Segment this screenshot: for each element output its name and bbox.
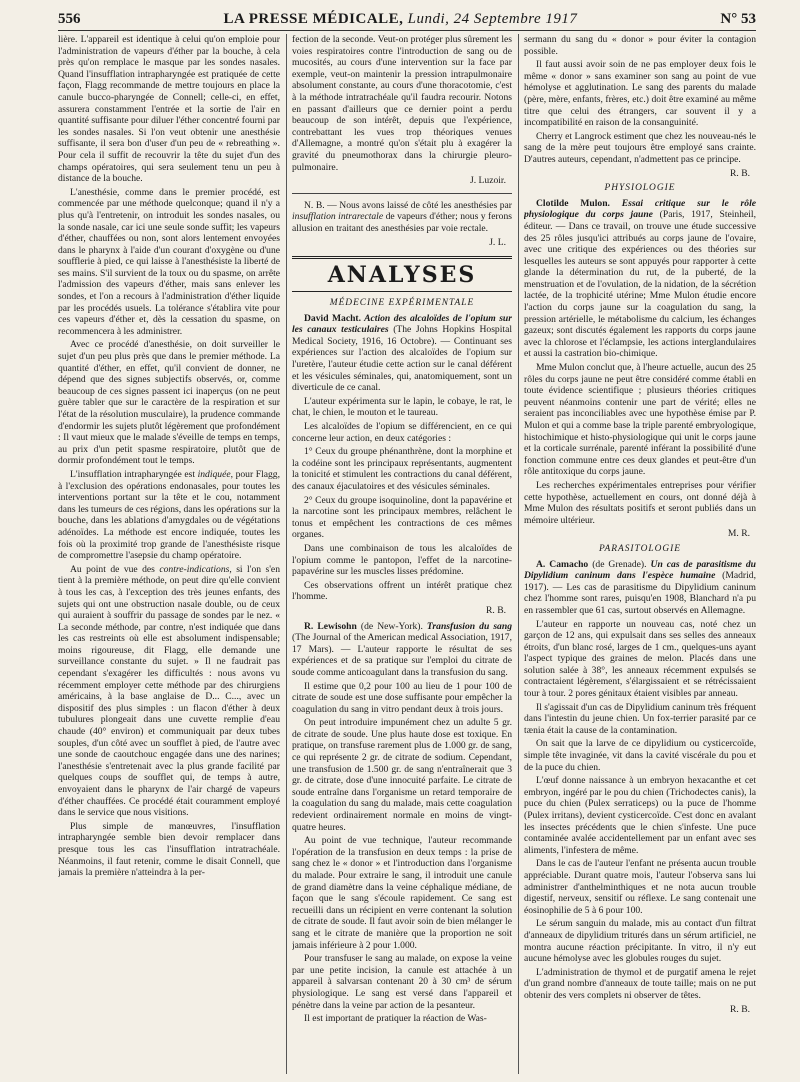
- subsection-heading: MÉDECINE EXPÉRIMENTALE: [329, 298, 475, 309]
- paragraph: Avec ce procédé d'anesthésie, on doit surveiller le sujet d'un peu plus près que dans le premier méthode. La quantité d'éther, en effet, qu'il convient de donner, ne dépend que des signes subjectifs observés, or, comme beaucoup de ces signes passent ici inaperçus (on ne peut guère tabler que sur le caractère de la respiration et sur l'état de la résolution musculaire), la prudence commande d'endormir les sujets plutôt légèrement que profondément : Il vaut mieux que le malade s'éveille de temps en temps, au prix d'un petit spasme respiratoire, plutôt que de dormir profondément tout le temps.: [58, 339, 280, 467]
- text-run: , pour Flagg, à l'exclusion des opérations endonasales, pour toutes les interventions portant sur la tête et le cou, notamment dans les tumeurs de ces régions, dans les opérations sur la bouche, dans les ablations d'amygdales ou de végétations adénoïdes. La méthode est encore indiquée, toutes les fois où la proximité trop grande de l'anesthésiste risque de compromettre l'asepsie du champ opératoire.: [58, 468, 280, 562]
- paragraph: L'auteur en rapporte un nouveau cas, noté chez un garçon de 12 ans, qui expulsait dans ses selles des anneaux étroits, d'un blanc rosé, larges de 1 cm., quelques-uns ayant l'aspect typique des graines de melon. Placés dans une solution salée à 38°, les anneaux récemment expulsés se contractaient légèrement, s'élargissaient et se rétrécissaient tour à tour. 2 pores génitaux étaient visibles par anneau.: [524, 618, 756, 700]
- signature: R. B.: [730, 1003, 750, 1015]
- column-2: [292, 34, 512, 1074]
- paragraph: Mme Mulon conclut que, à l'heure actuelle, aucun des 25 rôles du corps jaune ne peut être considéré comme établi en toute évidence scientifique ; plusieurs théories critiques peuvent néanmoins contenir une part de vérité; elles ne seraient pas inconciliables avec une hypothèse émise par P. Mulon et qui a comme base la triple parenté embryologique, histochimique et histo-physiologique qui unit le corps jaune et la corticale surrénale, parenté inférant la possibilité d'une fonction commune entre ces deux glandes et peut-être d'un rôle antitoxique du corps jaune.: [524, 362, 756, 478]
- paragraph: Cherry et Langrock estiment que chez les nouveau-nés le sang de la mère peut toujours être employé sans crainte. D'autres auteurs, cependant, n'admettent pas ce principe.: [524, 130, 756, 165]
- text-run: (Paris, 1917, Steinheil, éditeur. — Dans ce travail, on trouve une étude successive des 25 rôles jusqu'ici attribués au corps jaune de l'ovaire, avec une critique des expériences ou des théories sur lesquelles les auteurs se sont appuyés pour rapporter à cette glande la détermination du rut, de la puberté, de la menstruation et de l'ovulation, de la nidation, de la sécrétion lactée, de la trophicité utérine; Mme Mulon étudie encore l'action du corps jaune sur la coagulation du sang, la pression artérielle, le métabolisme du calcium, les échanges gazeux; sont discutés également les rapports du corps jaune avec la chlorose et l'éclampsie, les actions interglandulaires et aussi la castration bio-chimique.: [524, 209, 756, 360]
- paragraph: [58, 564, 280, 819]
- paragraph: On sait que la larve de ce dipylidium ou cysticercoïde, simple tête invaginée, vit dans la cavité viscérale du pou et de la puce du chien.: [524, 738, 756, 773]
- text-run: (Madrid, 1917). — Les cas de parasitisme du Dipylidium caninum chez l'homme sont rares, puisqu'en 1908, Blanchard n'a pu en rassembler que 61 cas, surtout observés en Allemagne.: [524, 570, 756, 616]
- issue-number: N° 53: [720, 11, 756, 27]
- text-run: (de Grenade).: [588, 558, 651, 570]
- signature: J. L.: [489, 236, 506, 248]
- article-title: Transfusion du sang: [426, 620, 512, 632]
- paragraph: Il est important de pratiquer la réaction de Was-: [304, 1013, 487, 1025]
- column-1: [58, 34, 280, 1074]
- article-title: Essai critique sur le rôle physiologique du corps jaune: [524, 197, 756, 221]
- paragraph: Dans le cas de l'auteur l'enfant ne présenta aucun trouble appréciable. Durant quatre mois, l'auteur l'observa sans lui administrer d'anthelminthiques et ne nota aucun trouble digestif, nerveux, sensitif ou réflexe. Le sang contenait une éosinophilie de 5 à 6 pour 100.: [524, 858, 756, 916]
- text-run: , si l'on s'en tient à la première méthode, on peut dire qu'elle convient à tous les cas, à l'exception des très jeunes enfants, des sujets qui ont une obstruction nasale double, ou de ceux qui auraient à souffrir du passage de sondes par le nez. « La seconde méthode, par contre, n'est indiquée que dans les cas restreints où elle est absolument indispensable; moins rigoureuse, dit Flagg, elle demande une surveillance constante du sujet. » Il ne faudrait pas cependant s'exagérer les difficultés : nous avons vu récemment employer cette méthode par des chirurgiens américains, à la base anglaise de D... C..., avec un dispositif des plus simples : un flacon d'éther à deux tubulures plongeait dans une cuvette remplie d'eau chaude (40° environ) et communiquait par deux tubes souples, d'un côté avec un soufflet à pied, de l'autre avec une sonde de caoutchouc engagée dans une des narines; l'anesthésie s'entretenait avec la plus grande facilité par quelques coups de soufflet qui, de temps à autre, envoyaient dans le pharynx de l'air chargé de vapeurs d'éther chauffées. Ce procédé était couramment employé dans le service que nous visitions.: [58, 563, 280, 819]
- text-run: Au point de vue des: [70, 563, 160, 575]
- author-name: R. Lewisohn: [304, 620, 357, 632]
- article-title: Action des alcaloïdes de l'opium sur les canaux testiculaires: [292, 312, 512, 336]
- column-divider: [286, 34, 287, 1074]
- text-run: L'insufflation intrapharyngée est: [70, 468, 198, 480]
- paragraph: Les alcaloïdes de l'opium se différencient, en ce qui concerne leur action, en deux catégories :: [292, 421, 512, 444]
- paragraph: Au point de vue technique, l'auteur recommande l'opération de la transfusion en deux temps : la prise de sang chez le « donor » et l'introduction dans l'organisme du malade. Pour extraire le sang, il introduit une canule de grand diamètre dans la veine céphalique médiane, de façon que le sang s'écoule rapidement. Ce sang est recueilli dans un récipient en verre contenant la solution de citrate de soude. Il faut avoir soin de bien mélanger le sang et le citrate de manière que la proportion ne soit jamais inférieure à 2 pour 1.000.: [292, 835, 512, 951]
- paragraph: 2° Ceux du groupe isoquinoline, dont la papavérine et la narcotine sont les principaux membres, relâchent le tonus et empêchent les contractions de ces mêmes organes.: [292, 494, 512, 541]
- abstract-paragraph: [524, 559, 756, 617]
- abstract-paragraph: [292, 313, 512, 394]
- emphasis: contre-indications: [159, 563, 230, 575]
- paragraph: On peut introduire impunément chez un adulte 5 gr. de citrate de soude. Une plus haute dose est toxique. En pratique, on transfuse rarement plus de 1.000 gr. de sang, ce qui représente 2 gr. de citrate de sodium. Cependant, une transfusion de 1.500 gr. de sang n'entraînerait que 3 gr. de citrate, dose d'une innocuité parfaite. Le citrate de soude entraîne dans l'organisme un retard temporaire de la coagulation du sang du malade, mais cette coagulation redevient ordinairement normale en moins de vingt-quatre heures.: [292, 717, 512, 833]
- signature: M. R.: [727, 528, 750, 540]
- emphasis: insufflation intrarectale: [292, 211, 384, 223]
- text-run: N. B. — Nous avons laissé de côté les anesthésies par: [304, 199, 512, 211]
- signature: R. B.: [730, 167, 750, 179]
- signature: R. B.: [486, 604, 506, 616]
- paragraph: Dans une combinaison de tous les alcaloïdes de l'opium comme le pantopon, l'effet de la narcotine-papavérine sur les muscles lisses prédomine.: [292, 542, 512, 578]
- paragraph: Ces observations offrent un intérêt pratique chez l'homme.: [292, 579, 512, 603]
- paragraph: L'auteur expérimenta sur le lapin, le cobaye, le rat, le chat, le chien, le mouton et le taureau.: [292, 395, 512, 419]
- paragraph: L'administration de thymol et de purgatif amena le rejet d'un grand nombre d'anneaux de toute taille; mais on ne put obtenir des vers complets ni observer de têtes.: [524, 966, 756, 1001]
- page-number: 556: [58, 11, 81, 27]
- section-heading-analyses: ANALYSES: [292, 256, 512, 292]
- article-title: Un cas de parasitisme du Dipylidium caninum dans l'espèce humaine: [524, 558, 756, 582]
- paragraph: [58, 469, 280, 562]
- journal-title: [223, 11, 577, 28]
- paragraph: Il s'agissait d'un cas de Dipylidium caninum très fréquent dans l'intestin du jeune chien. Un fox-terrier parasité par ce tænia était la cause de la contamination.: [524, 701, 756, 736]
- issue-date: Lundi, 24 Septembre 1917: [407, 11, 578, 27]
- emphasis: indiquée: [197, 468, 231, 480]
- column-3: [524, 34, 756, 1074]
- paragraph: sermann du sang du « donor » pour éviter la contagion possible.: [524, 34, 756, 57]
- paragraph: Il faut aussi avoir soin de ne pas employer deux fois le même « donor » sans examiner son sang au point de vue hémolyse et agglutination. Le sang des parents du malade (père, mère, enfants, frères, etc.) doit être examiné au même titre que celui des étrangers, car souvent il y a incompatibilité en raison de la consanguinité.: [524, 59, 756, 129]
- page-header: [58, 2, 756, 31]
- text-run: (The Journal of the American medical Association, 1917, 17 Mars). — L'auteur rapporte le résultat de ses expériences et de sa pratique sur l'emploi du citrate de soude comme anticoagulant dans la transfusion du sang.: [292, 632, 512, 678]
- subsection-heading: PARASITOLOGIE: [599, 543, 681, 554]
- author-name: A. Camacho: [536, 558, 589, 570]
- paragraph: Le sérum sanguin du malade, mis au contact d'un filtrat d'anneaux de dipylidium triturés dans un sérum artificiel, ne montra aucune réaction précipitante. In vitro, il n'y eut aucune hémolyse avec les globules rouges du sujet.: [524, 918, 756, 965]
- divider: [292, 193, 512, 194]
- paragraph: Les recherches expérimentales entreprises pour vérifier cette hypothèse, actuellement en cours, ont donné déjà à Mme Mulon des résultats positifs et seront publiés dans un mémoire ultérieur.: [524, 479, 756, 526]
- paragraph: Pour transfuser le sang au malade, on expose la veine par une petite incision, la canule est attachée à un appareil à salvarsan contenant 20 à 30 cm³ de sérum physiologique. Le sang est versé dans l'appareil et pénètre dans la veine par action de la pesanteur.: [292, 953, 512, 1011]
- paragraph: lière. L'appareil est identique à celui qu'on emploie pour l'administration de vapeurs d'éther par la bouche, à cela près qu'on remplace le masque par les sondes nasales. Quand l'insufflation intrapharyngée est pratiquée de cette façon, Flagg recommande de mettre toujours en place la canule bucco-pharyngée de Connell; celle-ci, en effet, assurera constamment l'entrée et la sortie de l'air en quantité suffisante pour diluer l'éther concentré fourni par les sondes nasales. Si l'on veut obtenir une anesthésie suffisante, il sera bon d'user d'un peu de « rebreathing ». Pour cela il suffit de recouvrir la tête du sujet d'un des champs opératoires, qui sera seulement tenu un peu à distance de la bouche.: [58, 34, 280, 185]
- journal-name: LA PRESSE MÉDICALE,: [223, 11, 404, 27]
- text-run: (de New-York).: [356, 620, 427, 632]
- paragraph: fection de la seconde. Veut-on protéger plus sûrement les voies respiratoires contre l'introduction de sang ou de mucosités, au cours d'une intervention sur la face par exemple, veut-on maintenir la pression intrapulmonaire absolument constante, au cours d'une thoracotomie, c'est à la méthode intratrachéale qu'il faudra recourir. Notons en passant d'ailleurs que ce dernier point a perdu beaucoup de son intérêt, depuis que l'expérience, contrebattant les vues trop théoriques venues d'Allemagne, a montré qu'on s'était plu à exagérer la gravité du pneumothorax dans la chirurgie pleuro-pulmonaire.: [292, 34, 512, 173]
- text-run: de vapeurs d'éther; nous y ferons allusion en traitant des anesthésies par voie rectale.: [292, 211, 512, 234]
- author-name: Clotilde Mulon.: [536, 197, 610, 209]
- abstract-paragraph: [292, 621, 512, 679]
- paragraph: L'anesthésie, comme dans le premier procédé, est commencée par une méthode quelconque; quand il n'y a plus qu'à l'entretenir, on introduit les sondes nasales, ou la sonde nasale, car ici une seule sonde suffit; les vapeurs d'éther, chauffées ou non, sont alors lentement envoyées dans le pharynx à l'aide d'un courant d'oxygène ou d'une soufflerie à pied, ce qui laisse à l'anesthésiste la liberté de ses mains. S'il survient de la toux ou du spasme, on arrête l'admission des vapeurs d'éther, mais sans enlever les sondes, et l'on a recours à l'administration d'éther liquide par les procédés usuels. La tolérance s'établira vite pour ces vapeurs d'éther et, dès la cessation du spasme, on recommencera à les administrer.: [58, 186, 280, 337]
- signature: J. Luzoir.: [470, 175, 506, 187]
- subsection-heading: PHYSIOLOGIE: [604, 183, 676, 194]
- note-paragraph: [292, 200, 512, 235]
- column-divider: [518, 34, 519, 1074]
- paragraph: 1° Ceux du groupe phénanthrène, dont la morphine et la codéine sont les principaux représentants, augmentent la tonicité et stimulent les contractions du canal déférent, des canaux éjaculatoires et des vésicules séminales.: [292, 446, 512, 492]
- text-run: (The Johns Hopkins Hospital Medical Society, 1916, 16 Octobre). — Continuant ses expériences sur l'action des alcaloïdes de l'opium sur l'uretère, l'auteur étudie cette action sur le canal déférent et les vésicules séminales, qui, anatomiquement, sont un diverticule de ce canal.: [292, 324, 512, 394]
- paragraph: Plus simple de manœuvres, l'insufflation intrapharyngée semble bien devoir remplacer dans presque tous les cas l'insufflation intratrachéale. Néanmoins, il faut retenir, comme le disait Connell, que jamais la première n'atteindra à la per-: [58, 820, 280, 879]
- author-name: David Macht.: [304, 312, 362, 324]
- abstract-paragraph: [524, 198, 756, 360]
- paragraph: Il estime que 0,2 pour 100 au lieu de 1 pour 100 de citrate de soude est une dose suffisante pour empêcher la coagulation du sang in vitro pendant deux à trois jours.: [292, 680, 512, 715]
- paragraph: L'œuf donne naissance à un embryon hexacanthe et cet embryon, ingéré par le pou du chien (Trichodectes canis), la puce du chien (Pulex serraticeps) ou la puce de l'homme (Pulex irritans), devient cysticercoïde. C'est donc en avalant les insectes précédents que le chien s'infeste. Une puce contaminée avalée accidentellement par un enfant avec ses aliments, l'infestera de même.: [524, 775, 756, 856]
